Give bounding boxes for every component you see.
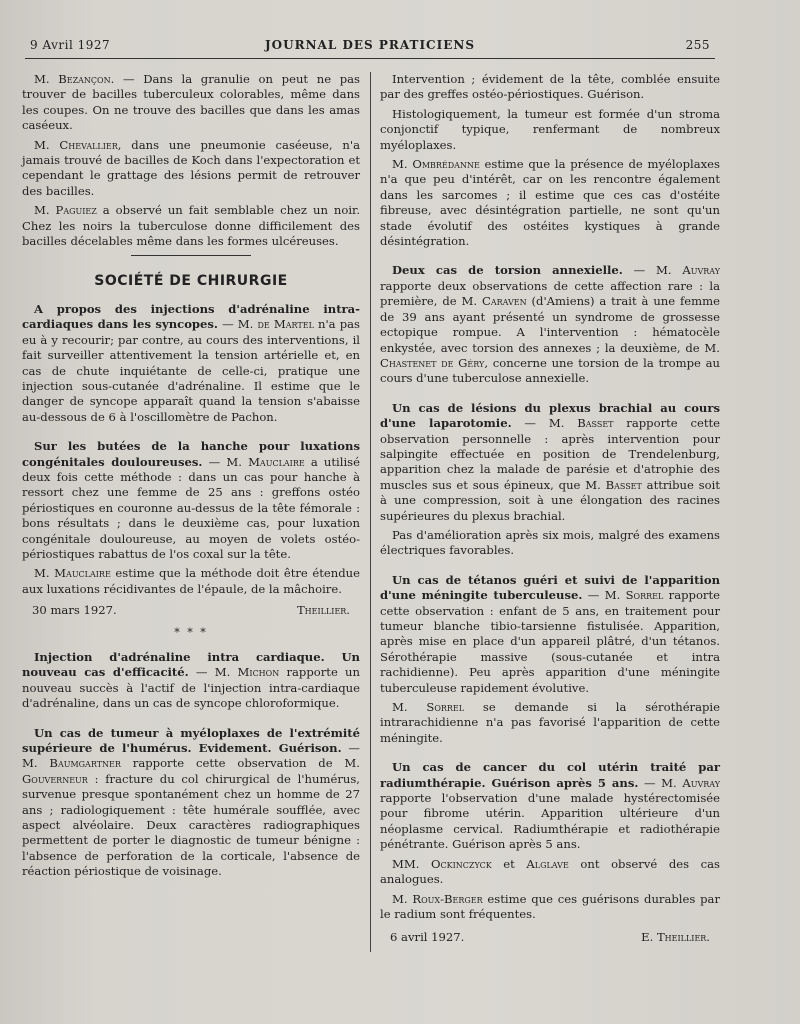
section-title: SOCIÉTÉ DE CHIRURGIE: [94, 273, 288, 290]
author-name: M. Ombrédanne: [392, 157, 480, 172]
dash: — M.: [638, 775, 683, 790]
paragraph-text: a utilisé deux fois cette méthode : dans un cas pour hanche à ressort chez une femme de 25 ans : greffons ostéo périostiques en couronne au-dessus de la tête fémorale : bons résultats ; dans le deuxième cas, pour luxation congénitale douloureuse, au moyen de volets ostéo-périostiques rabattus de l'os coxal sur la tête.: [22, 454, 360, 561]
paragraph: [22, 302, 360, 425]
author-name: Alglave: [526, 856, 569, 871]
paragraph-text: estime que ces guérisons durables par le radium sont fréquentes.: [380, 891, 720, 921]
paragraph: [22, 439, 360, 562]
asterism: * * *: [174, 625, 208, 639]
paragraph-text: (d'Amiens) a trait à une femme de 39 ans ayant présenté un syndrome de grossesse ectopique rompue. A l'intervention : hématocèle enkystée, avec torsion des annexes ; la deuxième, de M.: [380, 294, 720, 355]
paragraph-text: — Dans la granulie on peut ne pas trouver de bacilles tuberculeux colorables, même dans les coupes. On ne trouve des bacilles que dans les amas caséeux.: [22, 72, 361, 133]
paragraph-text: a observé un fait semblable chez un noir. Chez les noirs la tuberculose donne difficilement des bacilles décelables même dans les formes ulcéreuses.: [22, 203, 361, 249]
paragraph-text: se demande si la sérothérapie intrarachidienne n'a pas favorisé l'apparition de cette méningite.: [380, 700, 721, 745]
author-name: Auvray: [682, 775, 720, 790]
author-name: Basset: [577, 416, 614, 431]
paragraph: [380, 157, 720, 249]
article-title: Deux cas de torsion annexielle.: [392, 263, 623, 278]
paragraph: [22, 203, 360, 249]
dash: — M.: [202, 454, 249, 469]
paragraph-text: estime que la méthode doit être étendue aux luxations récidivantes de l'épaule, de la mâchoire.: [22, 566, 360, 596]
paragraph: [22, 650, 360, 712]
paragraph: [22, 72, 360, 134]
paragraph-text: et: [491, 856, 527, 871]
author-name: Caraven: [481, 294, 527, 309]
paragraph: [380, 263, 720, 386]
paragraph-text: rapporte un nouveau succès à l'actif de l'injection intra-cardiaque d'adrénaline, dans un cas de syncope chloroformique.: [22, 665, 360, 711]
author-name: M. Roux-Berger: [392, 891, 483, 906]
header-journal-title: JOURNAL DES PRATICIENS: [265, 38, 475, 52]
paragraph: [22, 138, 360, 200]
signature-name: Theillier.: [296, 603, 350, 618]
paragraph: [380, 857, 720, 888]
dash: — M.: [217, 317, 258, 332]
spacer: [380, 563, 720, 573]
dash: — M.: [188, 665, 238, 680]
author-name: Michon: [237, 665, 280, 680]
author-name: M. Paguiez: [34, 203, 97, 218]
column-divider: [370, 72, 371, 952]
article-title: Un cas de cancer du col utérin traité par radiumthérapie. Guérison après 5 ans.: [380, 760, 720, 790]
author-name: M. Chevallier,: [34, 137, 122, 152]
signature-line: [380, 930, 720, 945]
paragraph: [22, 726, 360, 880]
paragraph-text: , concerne une torsion de la trompe au cours d'une tuberculose annexielle.: [380, 355, 720, 386]
author-name: M. Sorrel: [392, 700, 465, 715]
signature-date: 30 mars 1927.: [32, 603, 117, 618]
article-title: Un cas de tétanos guéri et suivi de l'apparition d'une méningite tuberculeuse.: [380, 572, 720, 603]
signature-date: 6 avril 1927.: [390, 930, 465, 945]
author-name: Auvray: [682, 263, 720, 278]
left-column: [22, 72, 360, 884]
article-title: Sur les butées de la hanche pour luxations congénitales douloureuses.: [22, 439, 360, 469]
signature-line: [22, 603, 360, 618]
section-rule: [131, 255, 251, 256]
paragraph: [380, 700, 720, 746]
paragraph: [380, 107, 720, 153]
dash: — M.: [511, 416, 578, 431]
spacer: [380, 253, 720, 263]
paragraph-text: Pas d'amélioration après six mois, malgré des examens électriques favorables.: [380, 527, 720, 558]
paragraph-text: dans une pneumonie caséeuse, n'a jamais trouvé de bacilles de Koch dans l'expectoration et cependant le grattage des lésions permit de retrouver des bacilles.: [22, 137, 360, 198]
spacer: [22, 716, 360, 726]
author-name: M. Baumgartner: [22, 756, 121, 771]
dash: — M.: [582, 588, 626, 603]
paragraph: [380, 528, 720, 559]
signature-name: E. Theillier.: [641, 930, 710, 945]
header-date: 9 Avril 1927: [30, 38, 111, 52]
spacer: [380, 391, 720, 401]
paragraph-text: rapporte l'observation d'une malade hystérectomisée pour fibrome utérin. Apparition ultérieure d'un néoplasme cervical. Radiumthérapie et radiothérapie pénétrante. Guérison après 5 ans.: [380, 791, 720, 852]
article-title: Un cas de tumeur à myéloplaxes de l'extrémité supérieure de l'humérus. Evidement. Guérison.: [22, 725, 360, 756]
dash: —: [341, 741, 361, 756]
paragraph: [380, 72, 720, 103]
article-title: Un cas de lésions du plexus brachial au cours d'une laparotomie.: [380, 400, 720, 431]
author-name: M. Bezançon.: [34, 72, 115, 86]
paragraph-text: rapporte cette observation : enfant de 5 ans, en traitement pour tumeur blanche tibio-tarsienne fistulisée. Apparition, après mise en place d'un appareil plâtré, d'un tétanos. Sérothérapie massive (sous-cutanée et intra rachidienne). Peu après apparition d'une méningite tuberculeuse rapidement évolutive.: [380, 588, 720, 695]
paragraph-text: n'a pas eu à y recourir; par contre, au cours des interventions, il fait surveiller attentivement la tension artérielle et, en cas de chute inquiétante de celle-ci, pratique une injection sous-cutanée d'adrénaline. Il estime que le danger de syncope apparaît quand la tension s'abaisse au-dessous de 6 à l'oscillomètre de Pachon.: [22, 317, 360, 424]
author-name: M. Gouverneur: [22, 756, 360, 786]
paragraph-text: rapporte cette observation de: [120, 756, 345, 771]
article-title: Injection d'adrénaline intra cardiaque. Un nouveau cas d'efficacité.: [22, 650, 360, 680]
paragraph-text: estime que la présence de myéloplaxes n'a que peu d'intérêt, car on les rencontre également dans les sarcomes ; il estime que ces cas d'ostéite fibreuse, avec désintégration partielle, ne sont qu'un stade évolutif des ostéites kystiques à grande désintégration.: [380, 157, 720, 249]
author-name: Sorrel: [625, 588, 664, 603]
paragraph: [380, 760, 720, 852]
paragraph: [22, 566, 360, 597]
paragraph-text: ont observé des cas analogues.: [380, 856, 720, 887]
right-column: [380, 72, 720, 946]
author-name: Chastenet de Géry: [380, 355, 485, 370]
author-name: M. Mauclaire: [34, 566, 111, 581]
paragraph-text: Intervention ; évidement de la tête, comblée ensuite par des greffes ostéo-périostiques. Guérison.: [380, 72, 720, 102]
paragraph-text: : fracture du col chirurgical de l'humérus, survenue presque spontanément chez un homme de 27 ans ; radiologiquement : tête humérale soufflée, avec aspect alvéolaire. Deux caractères radiographiques permettent de porter le diagnostic de tumeur bénigne : l'absence de perforation de la corticale, l'absence de réaction périostique de voisinage.: [22, 771, 360, 879]
paragraph-text: attribue soit à une compression, soit à une élongation des racines supérieures du plexus brachial.: [380, 477, 720, 523]
author-name: de Martel: [257, 317, 314, 332]
page-header: [30, 38, 710, 58]
header-page-number: 255: [685, 38, 710, 52]
paragraph-text: Histologiquement, la tumeur est formée d'un stroma conjonctif typique, renfermant de nombreux myéloplaxes.: [380, 106, 720, 152]
author-name: Mauclaire: [248, 454, 305, 469]
spacer: [380, 750, 720, 760]
author-name: Basset: [605, 477, 642, 492]
author-name: MM. Ockinczyck: [392, 856, 492, 871]
paragraph-text: rapporte deux observations de cette affection rare : la première, de M.: [380, 278, 720, 309]
spacer: [22, 429, 360, 439]
header-rule: [25, 58, 715, 59]
paragraph: [380, 892, 720, 923]
paragraph: [380, 573, 720, 696]
paragraph: [380, 401, 720, 524]
dash: — M.: [622, 263, 683, 278]
paragraph-text: rapporte cette observation personnelle : après intervention pour salpingite effectuée en position de Trendelenburg, apparition chez la malade de parésie et d'atrophie des muscles sus et sous épineux, que M.: [380, 416, 720, 492]
article-title: A propos des injections d'adrénaline intra-cardiaques dans les syncopes.: [22, 301, 360, 332]
